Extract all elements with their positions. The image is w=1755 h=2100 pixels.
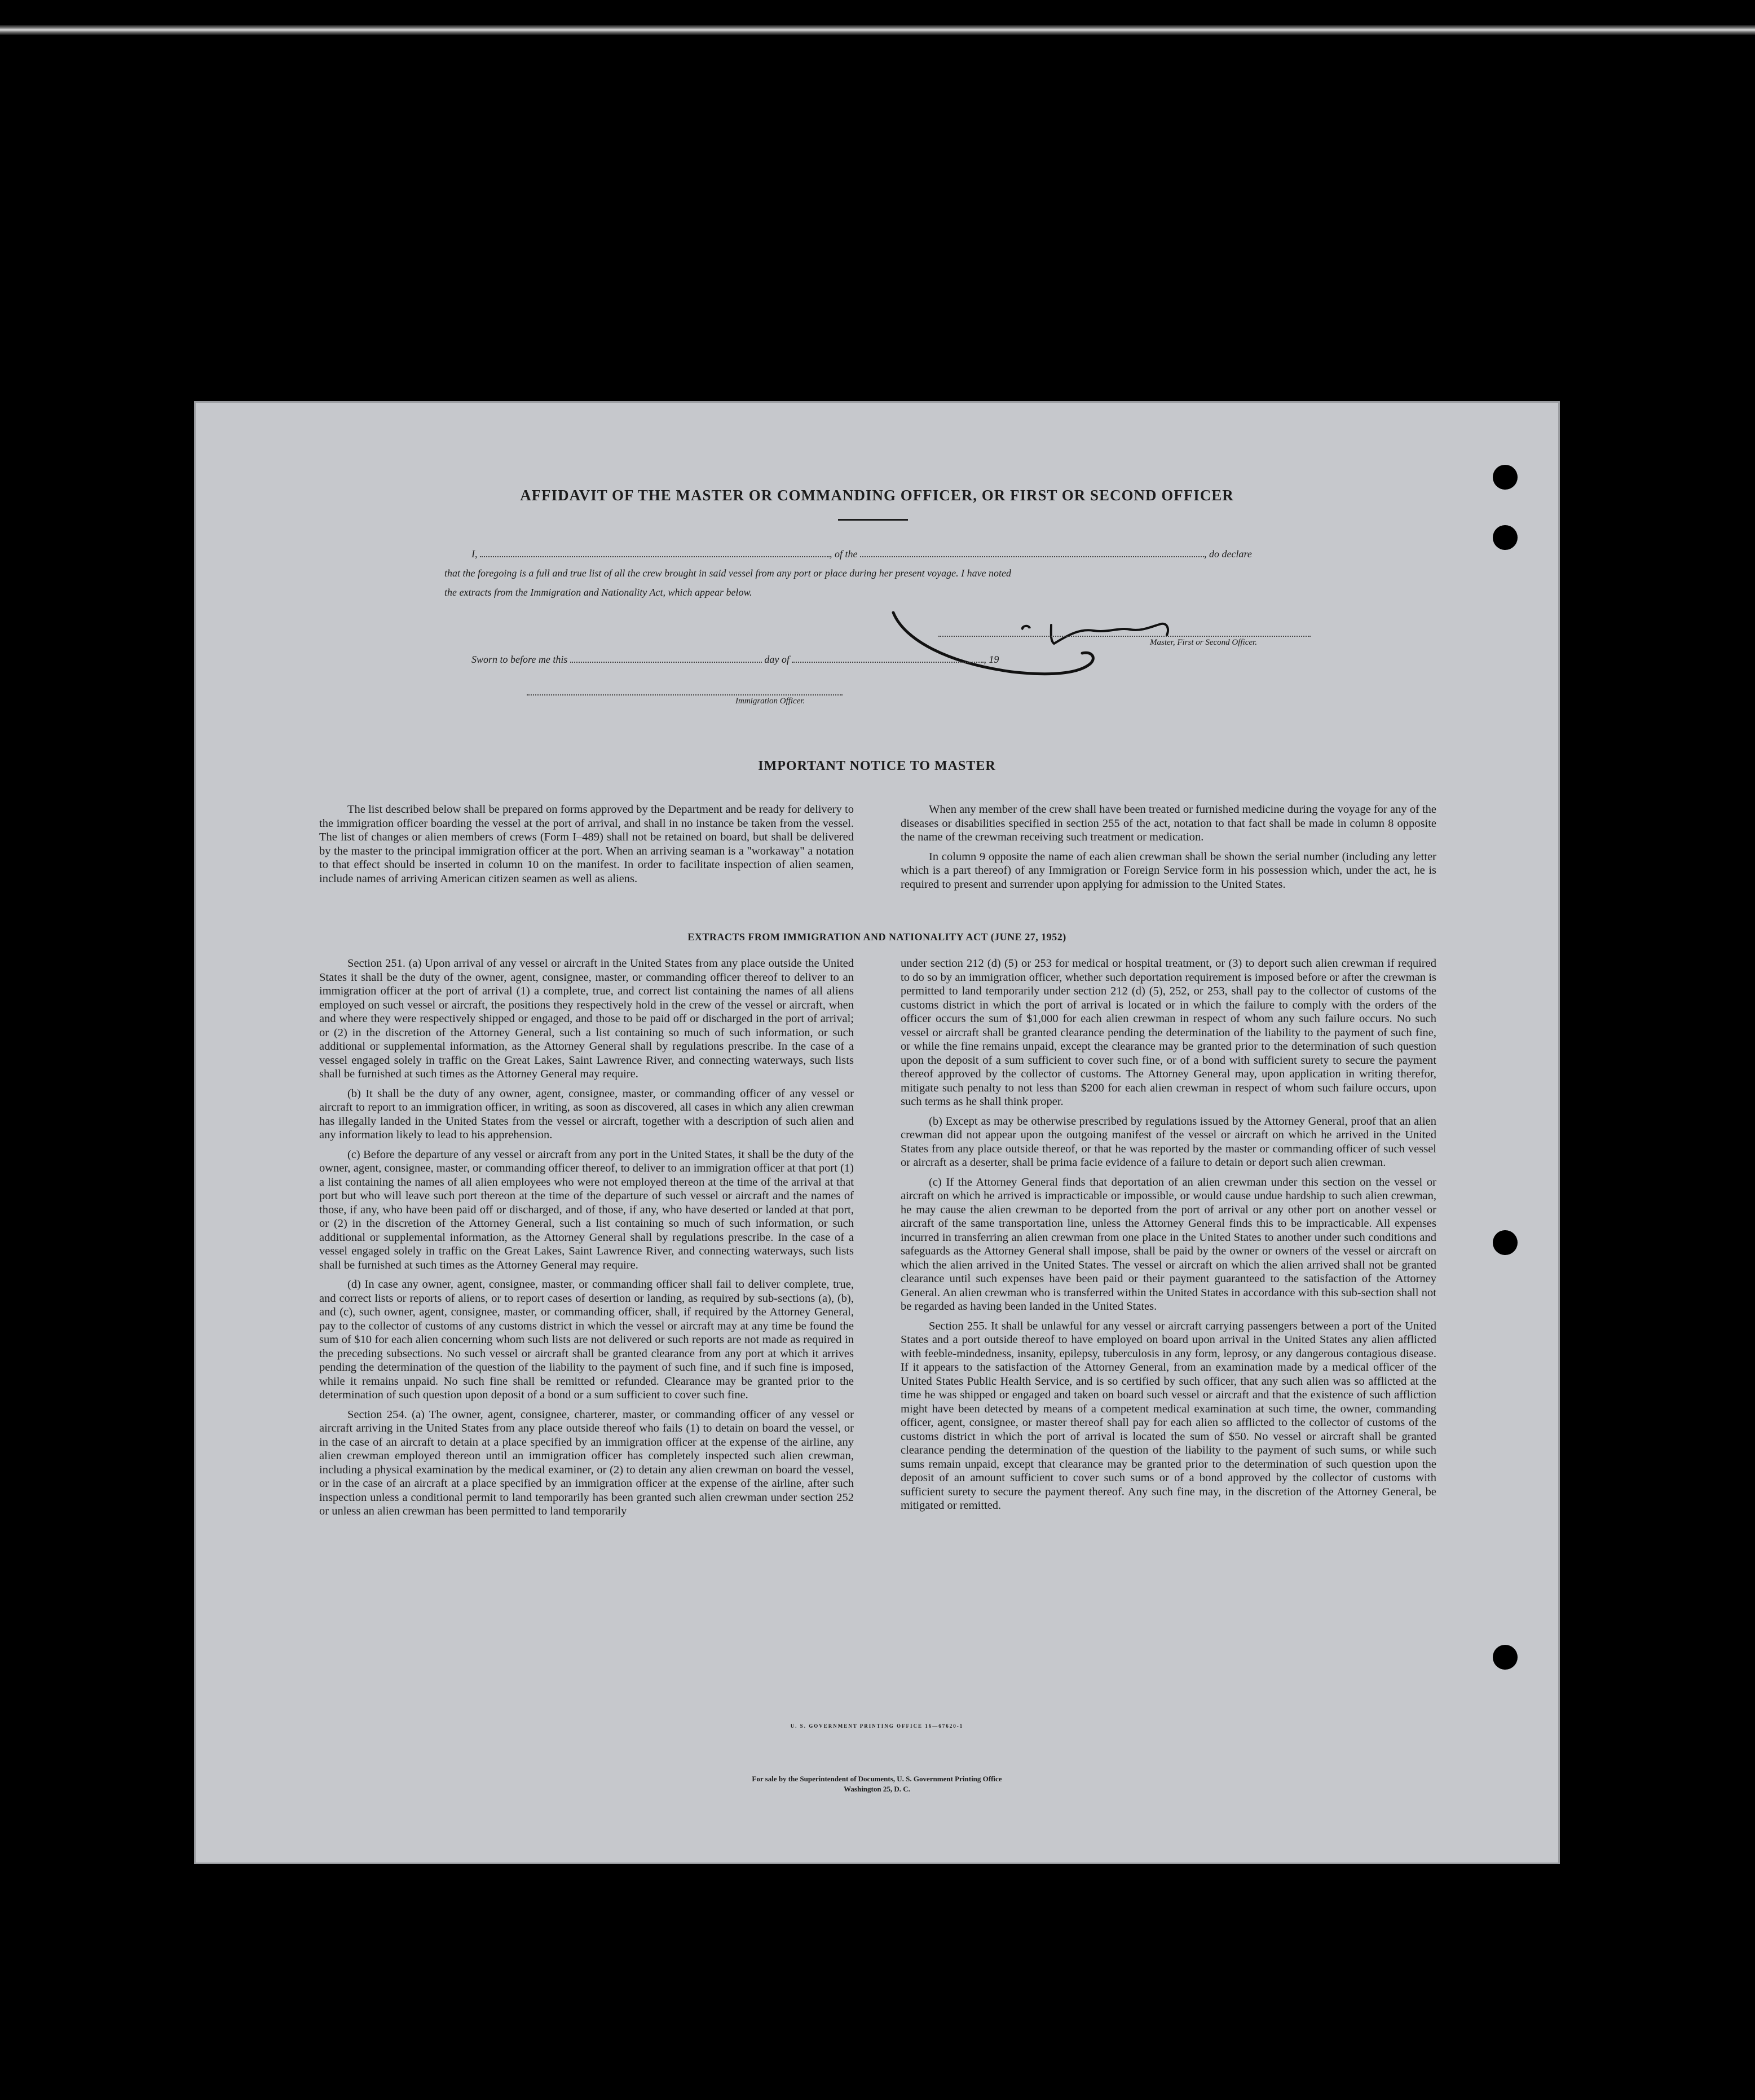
- section-251-b: (b) It shall be the duty of any owner, agent, consignee, master, or commanding officer of any vessel or aircraft to report to an immigration officer, in writing, as soon as discovered, all cases in which any alien crewman has illegally landed in the United States from the vessel or aircraft, together with a description of such alien and any information likely to lead to his apprehension.: [319, 1087, 854, 1141]
- sale-line-1: For sale by the Superintendent of Documents, U. S. Government Printing Office: [752, 1775, 1002, 1783]
- section-254-a: Section 254. (a) The owner, agent, consignee, charterer, master, or commanding officer of any vessel or aircraft arriving in the United States from any place outside thereof who fails (1) to detain on board the vessel, or in the case of an aircraft to detain at a place specified by an immigration officer at the expense of the airline, any alien crewman employed thereon until an immigration officer has completely inspected such alien crewman, including a physical examination by the medical examiner, or (2) to detain any alien crewman on board the vessel, or in the case of an aircraft at a place specified by an immigration officer at the expense of the airline, after such inspection unless a conditional permit to land temporarily has been granted such alien crewman under section 252 or unless an alien crewman has been permitted to land temporarily: [319, 1408, 854, 1517]
- binder-hole-middle: [1493, 1230, 1518, 1255]
- master-label: Master, First or Second Officer.: [1150, 638, 1257, 647]
- notice-right-paragraph-2: In column 9 opposite the name of each alien crewman shall be shown the serial number (including any letter which is a part thereof) of any Immigration or Foreign Service form in his possession which, under the act, he is required to present and surrender upon applying for admission to the United States.: [901, 850, 1436, 891]
- decl-do-declare: , do declare: [1204, 548, 1252, 560]
- signature-line: [938, 636, 1311, 637]
- month-blank[interactable]: [792, 661, 984, 663]
- sale-line-2: Washington 25, D. C.: [844, 1785, 910, 1793]
- vessel-blank[interactable]: [860, 556, 1204, 557]
- declaration-line-2: that the foregoing is a full and true list of all the crew brought in said vessel from any port or place during her present voyage. I have noted: [444, 567, 1012, 579]
- gpo-imprint: U. S. GOVERNMENT PRINTING OFFICE 16—67620-1: [790, 1723, 964, 1729]
- binder-hole-bottom: [1493, 1645, 1518, 1670]
- sworn-text: Sworn to before me this: [471, 654, 568, 665]
- sworn-line: [471, 650, 1346, 669]
- officer-signature-line: [527, 694, 843, 695]
- notice-title: IMPORTANT NOTICE TO MASTER: [758, 759, 996, 773]
- notice-right-column: [901, 803, 1436, 891]
- officer-label: Immigration Officer.: [735, 697, 805, 706]
- notice-right-paragraph-1: When any member of the crew shall have been treated or furnished medicine during the voyage for any of the diseases or disabilities specified in section 255 of the act, notation to that fact shall be made in column 8 opposite the name of the crewman receiving such treatment or medication.: [901, 803, 1436, 843]
- section-255: Section 255. It shall be unlawful for any vessel or aircraft carrying passengers between a port of the United States and a port outside thereof to have employed on board upon arrival in the United States any alien afflicted with feeble-mindedness, insanity, epilepsy, tuberculosis in any form, leprosy, or any dangerous contagious disease. If it appears to the satisfaction of the Attorney General, from an examination made by a medical officer of the United States Public Health Service, and is so certified by such officer, that any such alien was so afflicted at the time he was shipped or engaged and taken on board such vessel or aircraft and that the existence of such affliction might have been detected by means of a competent medical examination at such time, the owner, commanding officer, agent, consignee, or master thereof shall pay for each alien so afflicted to the collector of customs of the customs district in which the port of arrival is located the sum of $50. No vessel or aircraft shall be granted clearance pending the determination of the question of the liability to the payment of such sums, or while such sums remain unpaid, except that clearance may be granted prior to the determination of such question upon the deposit of an amount sufficient to cover such sums or of a bond approved by the collector of customs with sufficient surety to secure the payment thereof. Any such fine may, in the discretion of the Attorney General, be mitigated or remitted.: [901, 1319, 1436, 1512]
- declaration-line-1: [471, 544, 1515, 563]
- name-blank[interactable]: [480, 556, 830, 557]
- extracts-title: EXTRACTS FROM IMMIGRATION AND NATIONALITY ACT (JUNE 27, 1952): [687, 931, 1066, 943]
- section-251-a: Section 251. (a) Upon arrival of any vessel or aircraft in the United States from any place outside the United States it shall be the duty of the owner, agent, consignee, master, or commanding officer thereof to deliver to an immigration officer at the port of arrival (1) a complete, true, and correct list containing the names of all aliens employed on such vessel or aircraft, the positions they respectively hold in the crew of the vessel or aircraft, when and where they were respectively shipped or engaged, and those to be paid off or discharged in the port of arrival; or (2) in the discretion of the Attorney General, such a list containing so much of such information, or such additional or supplemental information, as the Attorney General shall by regulations prescribe. In the case of a vessel engaged solely in traffic on the Great Lakes, Saint Lawrence River, and connecting waterways, such lists shall be furnished at such times as the Attorney General may require.: [319, 957, 854, 1080]
- day-of-text: day of: [764, 654, 790, 665]
- extracts-right-column: [901, 957, 1436, 1513]
- scanner-top-strip: [0, 25, 1755, 35]
- binder-hole-top: [1493, 465, 1518, 490]
- section-254-b: (b) Except as may be otherwise prescribed by regulations issued by the Attorney General, proof that an alien crewman did not appear upon the outgoing manifest of the vessel or aircraft on which he arrived in the United States from any place outside thereof, or that he was reported by the master or commanding officer of such vessel or aircraft as a deserter, shall be prima facie evidence of a failure to detain or deport such alien crewman.: [901, 1115, 1436, 1169]
- decl-of-the: , of the: [830, 548, 858, 560]
- declaration-line-3: the extracts from the Immigration and Nationality Act, which appear below.: [444, 587, 752, 598]
- day-blank[interactable]: [570, 661, 762, 663]
- decl-i: I,: [471, 548, 478, 560]
- section-251-d: (d) In case any owner, agent, consignee, master, or commanding officer shall fail to deliver complete, true, and correct lists or reports of aliens, or to report cases of desertion or landing, as required by sub-sections (a), (b), and (c), such owner, agent, consignee, master, or commanding officer, shall, if required by the Attorney General, pay to the collector of customs of any customs district in which the vessel or aircraft may at any time be found the sum of $10 for each alien concerning whom such lists are not delivered or such reports are not made as required in the preceding subsections. No such vessel or aircraft shall be granted clearance from any port at which it arrives pending the determination of the question of the liability to the payment of such fine, and if such fine is imposed, while it remains unpaid. No such fine shall be remitted or refunded. Clearance may be granted prior to the determination of such question upon deposit of a bond or a sum sufficient to cover such fine.: [319, 1278, 854, 1401]
- section-254-c: (c) If the Attorney General finds that deportation of an alien crewman under this section on the vessel or aircraft on which he arrived is impracticable or impossible, or would cause undue hardship to such alien crewman, he may cause the alien crewman to be deported from the port of arrival or any other port on another vessel or aircraft of the same transportation line, unless the Attorney General finds this to be impracticable. All expenses incurred in transferring an alien crewman from one place in the United States to another under such conditions and safeguards as the Attorney General shall impose, shall be paid by the owner or owners of the vessel or aircraft on which the alien arrived in the United States. The vessel or aircraft on which the alien arrived shall not be granted clearance until such expenses have been paid or their payment guaranteed to the satisfaction of the Attorney General. An alien crewman who is transferred within the United States in accordance with this sub-section shall not be regarded as having been landed in the United States.: [901, 1176, 1436, 1313]
- notice-left-paragraph: The list described below shall be prepared on forms approved by the Department and be ready for delivery to the immigration officer boarding the vessel at the port of arrival, and shall in no instance be taken from the vessel. The list of changes or alien members of crews (Form I–489) shall not be retained on board, but shall be delivered by the master to the principal immigration officer at the port. When an arriving seaman is a "workaway" a notation to that effect should be inserted in column 10 on the manifest. In order to facilitate inspection of alien seamen, include names of arriving American citizen seamen as well as aliens.: [319, 803, 854, 885]
- affidavit-title: AFFIDAVIT OF THE MASTER OR COMMANDING OFFICER, OR FIRST OR SECOND OFFICER: [520, 487, 1234, 504]
- section-251-c: (c) Before the departure of any vessel or aircraft from any port in the United States, it shall be the duty of the owner, agent, consignee, master, or commanding officer thereof, to deliver to an immigration officer at that port (1) a list containing the names of all alien employees who were not employed thereon at the time of the arrival at that port but who will leave such port thereon at the time of the departure of such vessel or aircraft and the names of those, if any, who have been paid off or discharged, and of those, if any, who have deserted or landed at that port, or (2) in the discretion of the Attorney General, such a list containing so much of such information, or such additional or supplemental information, as the Attorney General shall by regulations prescribe. In the case of a vessel engaged solely in traffic on the Great Lakes, Saint Lawrence River, and connecting waterways, such lists shall be furnished at such times as the Attorney General may require.: [319, 1148, 854, 1271]
- title-rule: [838, 519, 908, 521]
- document-page: [194, 401, 1560, 1864]
- section-254-a-continued: under section 212 (d) (5) or 253 for medical or hospital treatment, or (3) to deport such alien crewman if required to do so by an immigration officer, whether such deportation requirement is imposed before or after the crewman is permitted to land temporarily under section 212 (d) (5), 252, or 253, shall pay to the collector of customs of the customs district in which the port of arrival is located or in which the failure to comply with the orders of the officer occurs the sum of $1,000 for each alien crewman in respect of whom any such failure occurs. No such vessel or aircraft shall be granted clearance pending the determination of the liability to the payment of such fine, or while the fine remains unpaid, except the clearance may be granted prior to the determination of such question upon the deposit of a sum sufficient to cover such fine, or of a bond with sufficient surety to secure the payment thereof approved by the collector of customs. The Attorney General may, upon application in writing therefor, mitigate such penalty to not less than $200 for each alien crewman in respect of whom such failure occurs, upon such terms as he shall think proper.: [901, 957, 1436, 1108]
- extracts-left-column: [319, 957, 854, 1518]
- year-prefix: , 19: [984, 654, 999, 665]
- notice-left-column: [319, 803, 854, 886]
